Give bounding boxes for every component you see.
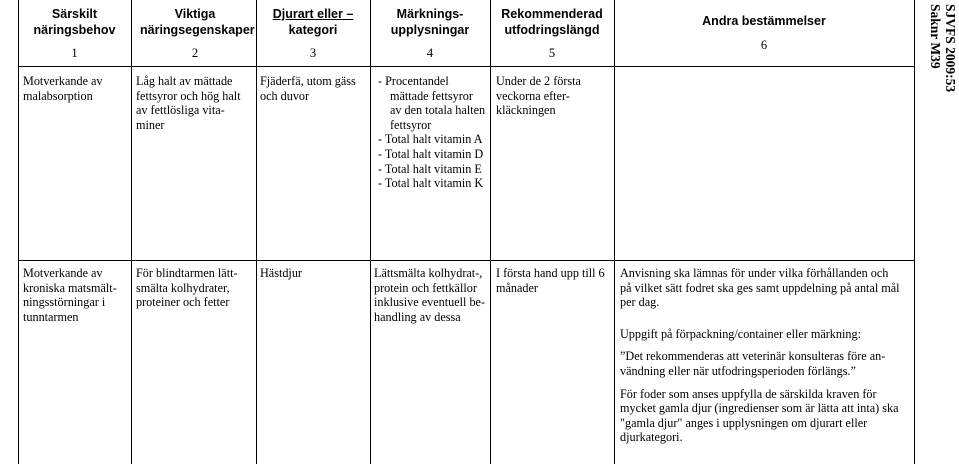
col-header-title: Särskilt näringsbehov — [33, 7, 116, 37]
col-header-title: Märknings-upplysningar — [390, 7, 470, 37]
col-header-2 — [140, 7, 255, 62]
col-divider — [131, 0, 132, 464]
labelling-item: - Total halt vitamin A — [378, 132, 483, 147]
case-number: Saknr M39 — [928, 4, 943, 69]
row-divider — [18, 260, 915, 261]
col-header-title: Djurart eller – — [272, 7, 354, 21]
col-header-title: Viktiga näringsegenskaper — [140, 7, 255, 37]
labelling-item: - Total halt vitamin K — [378, 176, 484, 191]
labelling-item: - Total halt vitamin D — [378, 146, 484, 161]
row2-feeding-duration: I första hand upp till 6 månader — [496, 266, 605, 295]
col-header-number: 3 — [309, 46, 317, 60]
col-divider — [490, 0, 491, 464]
col-header-title: Rekommenderad utfodringslängd — [501, 7, 603, 37]
row2-other-provisions — [620, 266, 902, 445]
col-header-number: 1 — [71, 46, 78, 60]
col-header-number: 6 — [760, 37, 768, 52]
provision-paragraph: För foder som anses uppfylla de särskilda kraven för mycket gamla djur (ingredienser som är lätta att inta) ska "gamla djur" anges i upplysningen om djurart eller djurkategori. — [620, 386, 899, 445]
running-header — [928, 4, 958, 92]
provision-paragraph: Anvisning ska lämnas för under vilka förhållanden och på vilket sätt fodret ska ges samt uppdelning på antal mål per dag. — [620, 266, 900, 310]
row1-nutritional-properties: Låg halt av mättade fettsyror och hög halt av fettlösliga vita-miner — [136, 74, 241, 132]
row2-species: Hästdjur — [260, 266, 302, 280]
row2-special-need: Motverkande av kroniska matsmält-ningsstörningar i tunntarmen — [23, 266, 117, 324]
provision-paragraph: Uppgift på förpackning/container eller märkning: — [620, 326, 861, 341]
header-divider — [18, 66, 915, 67]
col-header-number: 5 — [548, 46, 556, 60]
col-header-1 — [18, 7, 131, 62]
col-divider — [18, 0, 19, 464]
col-divider — [370, 0, 371, 464]
row1-special-need: Motverkande av malabsorption — [23, 74, 103, 103]
col-header-5 — [490, 7, 614, 62]
col-header-6 — [614, 14, 914, 53]
row2-nutritional-properties: För blindtarmen lätt-smälta kolhydrater, proteiner och fetter — [136, 266, 238, 310]
labelling-item: - Procentandel mättade fettsyror av den totala halten fettsyror — [378, 74, 486, 132]
regulation-code: SJVFS 2009:53 — [943, 4, 958, 93]
col-header-title: Andra bestämmelser — [702, 14, 826, 28]
col-header-number: 2 — [191, 46, 199, 60]
row2-labelling: Lättsmälta kolhydrat-, protein och fettkällor inklusive eventuell be-handling av dessa — [374, 266, 486, 324]
col-header-title: kategori — [288, 22, 338, 37]
col-divider — [914, 0, 915, 464]
row1-species: Fjäderfä, utom gäss och duvor — [260, 74, 356, 103]
provision-paragraph: ”Det rekommenderas att veterinär konsulteras före an-vändning eller när utfodringsperioden förlängs.” — [620, 349, 886, 378]
col-header-3 — [256, 7, 370, 62]
col-header-number: 4 — [426, 46, 434, 60]
row1-feeding-duration: Under de 2 första veckorna efter-kläckningen — [496, 74, 581, 118]
col-divider — [614, 0, 615, 464]
labelling-item: - Total halt vitamin E — [378, 161, 482, 176]
row1-labelling — [378, 74, 486, 191]
col-divider — [256, 0, 257, 464]
col-header-4 — [380, 7, 480, 62]
